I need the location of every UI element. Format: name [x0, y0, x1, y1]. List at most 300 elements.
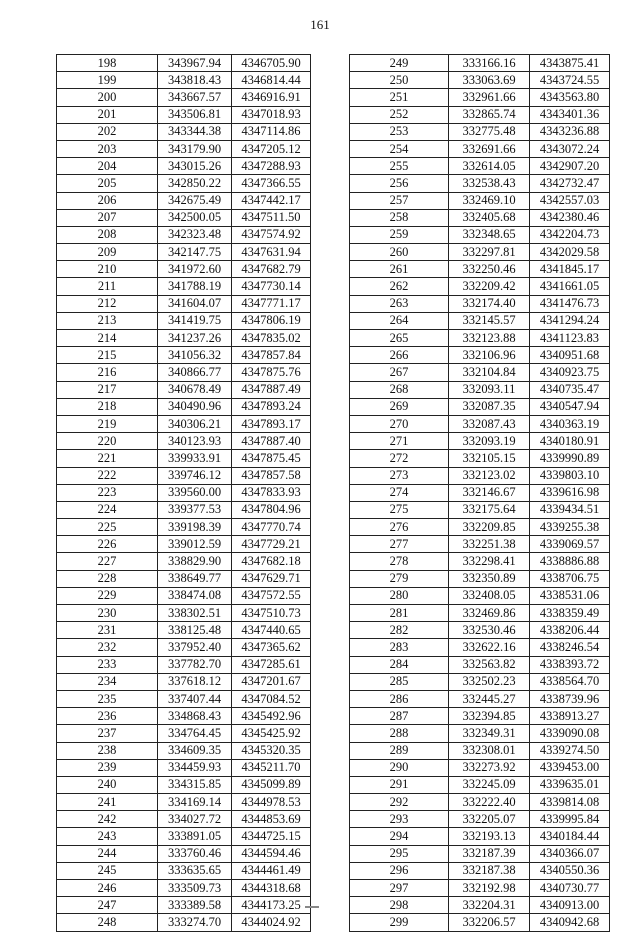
x-coordinate-cell: 332245.09 [449, 776, 530, 793]
x-coordinate-cell: 332204.31 [449, 897, 530, 914]
x-coordinate-cell: 332502.23 [449, 673, 530, 690]
table-row [57, 450, 311, 467]
point-number-cell: 249 [350, 55, 449, 72]
table-row [350, 450, 610, 467]
y-coordinate-cell: 4338246.54 [530, 639, 610, 656]
x-coordinate-cell: 332209.85 [449, 519, 530, 536]
point-number-cell: 213 [57, 312, 158, 329]
point-number-cell: 241 [57, 794, 158, 811]
x-coordinate-cell: 332251.38 [449, 536, 530, 553]
point-number-cell: 228 [57, 570, 158, 587]
x-coordinate-cell: 337782.70 [158, 656, 232, 673]
x-coordinate-cell: 341788.19 [158, 278, 232, 295]
x-coordinate-cell: 332445.27 [449, 690, 530, 707]
y-coordinate-cell: 4341661.05 [530, 278, 610, 295]
table-row [350, 72, 610, 89]
table-row [350, 673, 610, 690]
point-number-cell: 295 [350, 845, 449, 862]
y-coordinate-cell: 4339635.01 [530, 776, 610, 793]
table-row [350, 759, 610, 776]
point-number-cell: 273 [350, 467, 449, 484]
table-row [57, 880, 311, 897]
y-coordinate-cell: 4347574.92 [232, 226, 311, 243]
x-coordinate-cell: 332175.64 [449, 501, 530, 518]
table-row [57, 140, 311, 157]
table-row [57, 415, 311, 432]
table-row [350, 501, 610, 518]
y-coordinate-cell: 4344853.69 [232, 811, 311, 828]
x-coordinate-cell: 332775.48 [449, 123, 530, 140]
point-number-cell: 284 [350, 656, 449, 673]
table-row [350, 226, 610, 243]
table-row [57, 639, 311, 656]
table-row [57, 209, 311, 226]
point-number-cell: 261 [350, 261, 449, 278]
point-number-cell: 271 [350, 433, 449, 450]
y-coordinate-cell: 4338393.72 [530, 656, 610, 673]
y-coordinate-cell: 4343724.55 [530, 72, 610, 89]
x-coordinate-cell: 342147.75 [158, 244, 232, 261]
point-number-cell: 297 [350, 880, 449, 897]
point-number-cell: 210 [57, 261, 158, 278]
x-coordinate-cell: 332087.43 [449, 415, 530, 432]
table-row [350, 295, 610, 312]
x-coordinate-cell: 332145.57 [449, 312, 530, 329]
table-row [57, 278, 311, 295]
point-number-cell: 208 [57, 226, 158, 243]
y-coordinate-cell: 4342204.73 [530, 226, 610, 243]
table-row [350, 467, 610, 484]
y-coordinate-cell: 4347572.55 [232, 587, 311, 604]
table-row [350, 433, 610, 450]
table-row [350, 175, 610, 192]
y-coordinate-cell: 4347288.93 [232, 158, 311, 175]
table-row [350, 794, 610, 811]
x-coordinate-cell: 343667.57 [158, 89, 232, 106]
point-number-cell: 217 [57, 381, 158, 398]
y-coordinate-cell: 4338359.49 [530, 605, 610, 622]
point-number-cell: 298 [350, 897, 449, 914]
point-number-cell: 292 [350, 794, 449, 811]
point-number-cell: 218 [57, 398, 158, 415]
y-coordinate-cell: 4339803.10 [530, 467, 610, 484]
y-coordinate-cell: 4339814.08 [530, 794, 610, 811]
point-number-cell: 257 [350, 192, 449, 209]
point-number-cell: 275 [350, 501, 449, 518]
table-row [350, 587, 610, 604]
x-coordinate-cell: 337952.40 [158, 639, 232, 656]
y-coordinate-cell: 4345320.35 [232, 742, 311, 759]
y-coordinate-cell: 4347804.96 [232, 501, 311, 518]
y-coordinate-cell: 4340951.68 [530, 347, 610, 364]
x-coordinate-cell: 332297.81 [449, 244, 530, 261]
y-coordinate-cell: 4347887.40 [232, 433, 311, 450]
point-number-cell: 277 [350, 536, 449, 553]
x-coordinate-cell: 332394.85 [449, 708, 530, 725]
x-coordinate-cell: 340678.49 [158, 381, 232, 398]
y-coordinate-cell: 4342380.46 [530, 209, 610, 226]
point-number-cell: 234 [57, 673, 158, 690]
point-number-cell: 258 [350, 209, 449, 226]
x-coordinate-cell: 341604.07 [158, 295, 232, 312]
y-coordinate-cell: 4340366.07 [530, 845, 610, 862]
y-coordinate-cell: 4346814.44 [232, 72, 311, 89]
point-number-cell: 216 [57, 364, 158, 381]
y-coordinate-cell: 4340180.91 [530, 433, 610, 450]
y-coordinate-cell: 4339434.51 [530, 501, 610, 518]
x-coordinate-cell: 332123.02 [449, 467, 530, 484]
table-row [57, 433, 311, 450]
x-coordinate-cell: 332622.16 [449, 639, 530, 656]
y-coordinate-cell: 4345425.92 [232, 725, 311, 742]
table-row [350, 845, 610, 862]
point-number-cell: 239 [57, 759, 158, 776]
y-coordinate-cell: 4347510.73 [232, 605, 311, 622]
point-number-cell: 274 [350, 484, 449, 501]
y-coordinate-cell: 4347682.18 [232, 553, 311, 570]
x-coordinate-cell: 332298.41 [449, 553, 530, 570]
x-coordinate-cell: 332961.66 [449, 89, 530, 106]
point-number-cell: 224 [57, 501, 158, 518]
table-row [350, 484, 610, 501]
table-row [350, 742, 610, 759]
x-coordinate-cell: 332408.05 [449, 587, 530, 604]
table-row [350, 55, 610, 72]
table-row [57, 467, 311, 484]
coordinates-table-right [349, 54, 610, 932]
y-coordinate-cell: 4344978.53 [232, 794, 311, 811]
y-coordinate-cell: 4347114.86 [232, 123, 311, 140]
point-number-cell: 237 [57, 725, 158, 742]
point-number-cell: 252 [350, 106, 449, 123]
point-number-cell: 286 [350, 690, 449, 707]
point-number-cell: 236 [57, 708, 158, 725]
x-coordinate-cell: 340490.96 [158, 398, 232, 415]
point-number-cell: 287 [350, 708, 449, 725]
x-coordinate-cell: 334459.93 [158, 759, 232, 776]
table-row [57, 55, 311, 72]
y-coordinate-cell: 4347835.02 [232, 330, 311, 347]
point-number-cell: 244 [57, 845, 158, 862]
y-coordinate-cell: 4347857.58 [232, 467, 311, 484]
y-coordinate-cell: 4347285.61 [232, 656, 311, 673]
x-coordinate-cell: 333389.58 [158, 897, 232, 914]
y-coordinate-cell: 4340363.19 [530, 415, 610, 432]
x-coordinate-cell: 334764.45 [158, 725, 232, 742]
point-number-cell: 290 [350, 759, 449, 776]
y-coordinate-cell: 4339069.57 [530, 536, 610, 553]
x-coordinate-cell: 341237.26 [158, 330, 232, 347]
point-number-cell: 293 [350, 811, 449, 828]
table-row [350, 415, 610, 432]
x-coordinate-cell: 333063.69 [449, 72, 530, 89]
table-row [57, 897, 311, 914]
point-number-cell: 288 [350, 725, 449, 742]
table-row [350, 364, 610, 381]
table-row [57, 690, 311, 707]
x-coordinate-cell: 333760.46 [158, 845, 232, 862]
x-coordinate-cell: 332538.43 [449, 175, 530, 192]
y-coordinate-cell: 4347682.79 [232, 261, 311, 278]
y-coordinate-cell: 4345492.96 [232, 708, 311, 725]
x-coordinate-cell: 339377.53 [158, 501, 232, 518]
table-row [57, 570, 311, 587]
table-row [57, 811, 311, 828]
point-number-cell: 198 [57, 55, 158, 72]
table-row [57, 708, 311, 725]
y-coordinate-cell: 4341123.83 [530, 330, 610, 347]
point-number-cell: 283 [350, 639, 449, 656]
y-coordinate-cell: 4341845.17 [530, 261, 610, 278]
point-number-cell: 227 [57, 553, 158, 570]
x-coordinate-cell: 333166.16 [449, 55, 530, 72]
point-number-cell: 212 [57, 295, 158, 312]
y-coordinate-cell: 4340942.68 [530, 914, 610, 931]
x-coordinate-cell: 339012.59 [158, 536, 232, 553]
table-row [57, 914, 311, 931]
point-number-cell: 205 [57, 175, 158, 192]
table-row [57, 123, 311, 140]
x-coordinate-cell: 332308.01 [449, 742, 530, 759]
y-coordinate-cell: 4339090.08 [530, 725, 610, 742]
table-row [57, 398, 311, 415]
y-coordinate-cell: 4347442.17 [232, 192, 311, 209]
x-coordinate-cell: 339746.12 [158, 467, 232, 484]
table-row [350, 140, 610, 157]
x-coordinate-cell: 332093.19 [449, 433, 530, 450]
table-row [57, 89, 311, 106]
y-coordinate-cell: 4344461.49 [232, 862, 311, 879]
point-number-cell: 202 [57, 123, 158, 140]
y-coordinate-cell: 4342557.03 [530, 192, 610, 209]
table-row [350, 158, 610, 175]
y-coordinate-cell: 4347365.62 [232, 639, 311, 656]
x-coordinate-cell: 340306.21 [158, 415, 232, 432]
y-coordinate-cell: 4339453.00 [530, 759, 610, 776]
table-row [350, 553, 610, 570]
y-coordinate-cell: 4347511.50 [232, 209, 311, 226]
x-coordinate-cell: 332174.40 [449, 295, 530, 312]
y-coordinate-cell: 4344594.46 [232, 845, 311, 862]
table-row [350, 89, 610, 106]
table-row [350, 330, 610, 347]
point-number-cell: 279 [350, 570, 449, 587]
y-coordinate-cell: 4347730.14 [232, 278, 311, 295]
x-coordinate-cell: 338125.48 [158, 622, 232, 639]
table-row [350, 192, 610, 209]
y-coordinate-cell: 4346705.90 [232, 55, 311, 72]
table-row [350, 536, 610, 553]
point-number-cell: 251 [350, 89, 449, 106]
point-number-cell: 254 [350, 140, 449, 157]
x-coordinate-cell: 332530.46 [449, 622, 530, 639]
page-number: 161 [310, 17, 330, 32]
table-row [57, 587, 311, 604]
x-coordinate-cell: 343179.90 [158, 140, 232, 157]
point-number-cell: 219 [57, 415, 158, 432]
x-coordinate-cell: 332187.39 [449, 845, 530, 862]
x-coordinate-cell: 332205.07 [449, 811, 530, 828]
point-number-cell: 248 [57, 914, 158, 931]
y-coordinate-cell: 4338564.70 [530, 673, 610, 690]
x-coordinate-cell: 342500.05 [158, 209, 232, 226]
point-number-cell: 276 [350, 519, 449, 536]
table-row [57, 347, 311, 364]
table-row [350, 656, 610, 673]
y-coordinate-cell: 4338913.27 [530, 708, 610, 725]
table-row [350, 312, 610, 329]
x-coordinate-cell: 332087.35 [449, 398, 530, 415]
x-coordinate-cell: 332865.74 [449, 106, 530, 123]
x-coordinate-cell: 332691.66 [449, 140, 530, 157]
table-row [350, 123, 610, 140]
x-coordinate-cell: 340866.77 [158, 364, 232, 381]
y-coordinate-cell: 4345099.89 [232, 776, 311, 793]
table-row [57, 364, 311, 381]
x-coordinate-cell: 338649.77 [158, 570, 232, 587]
point-number-cell: 204 [57, 158, 158, 175]
y-coordinate-cell: 4347366.55 [232, 175, 311, 192]
point-number-cell: 255 [350, 158, 449, 175]
table-row [350, 244, 610, 261]
point-number-cell: 262 [350, 278, 449, 295]
x-coordinate-cell: 332469.10 [449, 192, 530, 209]
table-row [57, 312, 311, 329]
point-number-cell: 223 [57, 484, 158, 501]
table-row [350, 725, 610, 742]
point-number-cell: 209 [57, 244, 158, 261]
x-coordinate-cell: 332469.86 [449, 605, 530, 622]
x-coordinate-cell: 332405.68 [449, 209, 530, 226]
x-coordinate-cell: 332123.88 [449, 330, 530, 347]
table-row [57, 656, 311, 673]
table-row [350, 605, 610, 622]
x-coordinate-cell: 332209.42 [449, 278, 530, 295]
table-row [57, 295, 311, 312]
point-number-cell: 214 [57, 330, 158, 347]
x-coordinate-cell: 333509.73 [158, 880, 232, 897]
y-coordinate-cell: 4347857.84 [232, 347, 311, 364]
point-number-cell: 296 [350, 862, 449, 879]
table-row [350, 622, 610, 639]
table-row [350, 708, 610, 725]
table-row [57, 261, 311, 278]
x-coordinate-cell: 343506.81 [158, 106, 232, 123]
y-coordinate-cell: 4343401.36 [530, 106, 610, 123]
y-coordinate-cell: 4344318.68 [232, 880, 311, 897]
point-number-cell: 220 [57, 433, 158, 450]
table-row [57, 776, 311, 793]
y-coordinate-cell: 4339274.50 [530, 742, 610, 759]
point-number-cell: 199 [57, 72, 158, 89]
table-row [57, 106, 311, 123]
x-coordinate-cell: 332093.11 [449, 381, 530, 398]
y-coordinate-cell: 4341294.24 [530, 312, 610, 329]
y-coordinate-cell: 4347440.65 [232, 622, 311, 639]
y-coordinate-cell: 4339255.38 [530, 519, 610, 536]
y-coordinate-cell: 4338886.88 [530, 553, 610, 570]
table-row [350, 828, 610, 845]
x-coordinate-cell: 342323.48 [158, 226, 232, 243]
table-row [350, 690, 610, 707]
table-row [57, 742, 311, 759]
table-row [350, 811, 610, 828]
point-number-cell: 245 [57, 862, 158, 879]
table-row [350, 639, 610, 656]
y-coordinate-cell: 4344725.15 [232, 828, 311, 845]
x-coordinate-cell: 332193.13 [449, 828, 530, 845]
y-coordinate-cell: 4347729.21 [232, 536, 311, 553]
y-coordinate-cell: 4340923.75 [530, 364, 610, 381]
y-coordinate-cell: 4347018.93 [232, 106, 311, 123]
y-coordinate-cell: 4340913.00 [530, 897, 610, 914]
x-coordinate-cell: 333891.05 [158, 828, 232, 845]
x-coordinate-cell: 332187.38 [449, 862, 530, 879]
x-coordinate-cell: 332563.82 [449, 656, 530, 673]
point-number-cell: 294 [350, 828, 449, 845]
x-coordinate-cell: 334315.85 [158, 776, 232, 793]
point-number-cell: 285 [350, 673, 449, 690]
table-row [57, 553, 311, 570]
point-number-cell: 265 [350, 330, 449, 347]
x-coordinate-cell: 338829.90 [158, 553, 232, 570]
y-coordinate-cell: 4343236.88 [530, 123, 610, 140]
point-number-cell: 230 [57, 605, 158, 622]
y-coordinate-cell: 4347893.24 [232, 398, 311, 415]
y-coordinate-cell: 4343563.80 [530, 89, 610, 106]
x-coordinate-cell: 334169.14 [158, 794, 232, 811]
x-coordinate-cell: 343967.94 [158, 55, 232, 72]
y-coordinate-cell: 4339990.89 [530, 450, 610, 467]
table-row [350, 398, 610, 415]
table-row [57, 244, 311, 261]
table-row [57, 330, 311, 347]
x-coordinate-cell: 337407.44 [158, 690, 232, 707]
y-coordinate-cell: 4345211.70 [232, 759, 311, 776]
x-coordinate-cell: 341972.60 [158, 261, 232, 278]
point-number-cell: 200 [57, 89, 158, 106]
y-coordinate-cell: 4338206.44 [530, 622, 610, 639]
point-number-cell: 206 [57, 192, 158, 209]
y-coordinate-cell: 4346916.91 [232, 89, 311, 106]
table-row [350, 278, 610, 295]
point-number-cell: 270 [350, 415, 449, 432]
table-row [57, 519, 311, 536]
point-number-cell: 232 [57, 639, 158, 656]
point-number-cell: 222 [57, 467, 158, 484]
table-row [57, 828, 311, 845]
table-row [57, 226, 311, 243]
point-number-cell: 226 [57, 536, 158, 553]
point-number-cell: 282 [350, 622, 449, 639]
point-number-cell: 215 [57, 347, 158, 364]
x-coordinate-cell: 338474.08 [158, 587, 232, 604]
table-row [350, 347, 610, 364]
x-coordinate-cell: 332273.92 [449, 759, 530, 776]
point-number-cell: 281 [350, 605, 449, 622]
y-coordinate-cell: 4347770.74 [232, 519, 311, 536]
point-number-cell: 289 [350, 742, 449, 759]
table-row [57, 605, 311, 622]
x-coordinate-cell: 338302.51 [158, 605, 232, 622]
y-coordinate-cell: 4347806.19 [232, 312, 311, 329]
table-row [57, 501, 311, 518]
x-coordinate-cell: 332146.67 [449, 484, 530, 501]
y-coordinate-cell: 4343875.41 [530, 55, 610, 72]
x-coordinate-cell: 332250.46 [449, 261, 530, 278]
x-coordinate-cell: 332349.31 [449, 725, 530, 742]
x-coordinate-cell: 332206.57 [449, 914, 530, 931]
